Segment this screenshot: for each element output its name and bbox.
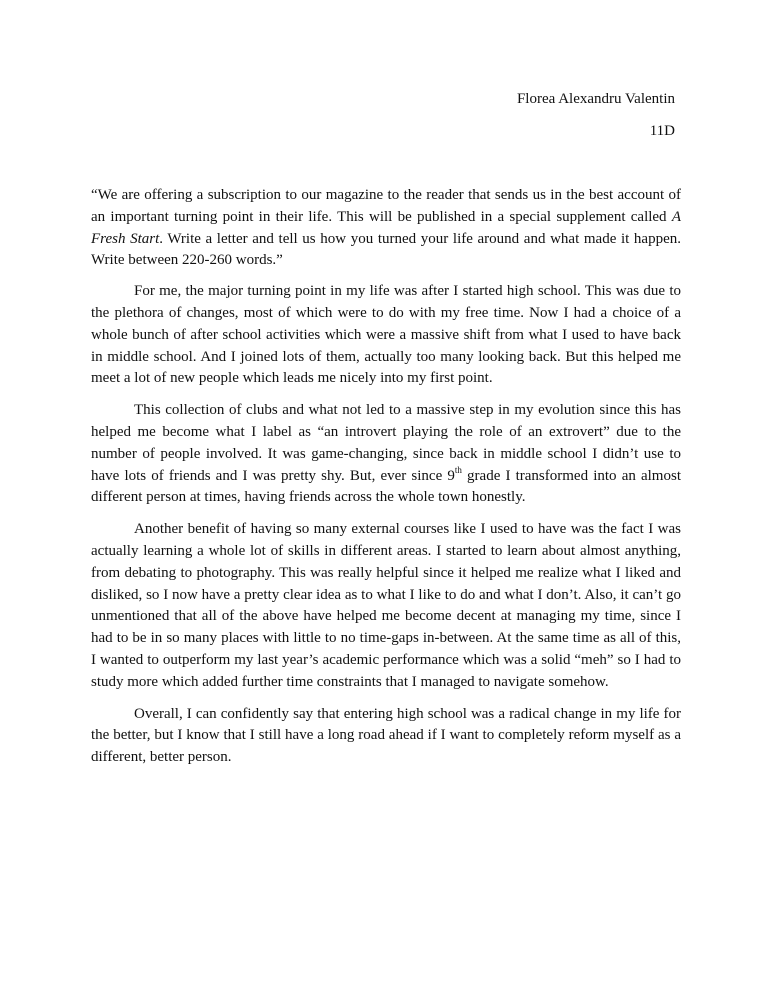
paragraph-2-text-start: This collection of clubs and what not led to a massive step in my evolution since this has helped me become what I label as “an introvert playing the role of an extrovert” due to the number of people involved. It was game-changing, since back in middle school I didn’t use to have lots of friends and I was pretty shy. But, ever since 9: [91, 402, 681, 484]
essay-body: [91, 185, 681, 779]
prompt-text-start: “We are offering a subscription to our magazine to the reader that sends us in the best account of an important turning point in their life. This will be published in a special supplement called: [91, 187, 681, 225]
paragraph-3: Another benefit of having so many external courses like I used to have was the fact I was actually learning a whole lot of skills in different areas. I started to learn about almost anything, from debating to photography. This was really helpful since it helped me realize what I liked and disliked, so I now have a pretty clear idea as to what I like to do and what I don’t. Also, it can’t go unmentioned that all of the above have helped me become decent at managing my time, since I had to be in so many places with little to no time-gaps in-between. At the same time as all of this, I wanted to outperform my last year’s academic performance which was a solid “meh” so I had to study more which added further time constraints that I managed to navigate somehow.: [91, 521, 681, 690]
supplement-title: A Fresh Start: [91, 208, 681, 247]
class-label: 11D: [649, 123, 675, 139]
prompt-text-end: . Write a letter and tell us how you turned your life around and what made it happen. Write between 220-260 words.”: [91, 230, 681, 269]
paragraph-2-text-end: grade I transformed into an almost different person at times, having friends across the whole town honestly.: [91, 467, 681, 506]
author-name: Florea Alexandru Valentin: [516, 91, 675, 107]
paragraph-1: For me, the major turning point in my life was after I started high school. This was due to the plethora of changes, most of which were to do with my free time. Now I had a choice of a whole bunch of after school activities which were a massive shift from what I used to have back in middle school. And I joined lots of them, actually too many looking back. But this helped me meet a lot of new people which leads me nicely into my first point.: [91, 283, 681, 387]
paragraph-4: Overall, I can confidently say that entering high school was a radical change in my life for the better, but I know that I still have a long road ahead if I want to completely reform myself as a different, better person.: [91, 705, 681, 766]
paragraph-2: [91, 400, 681, 509]
ordinal-superscript: th: [454, 464, 462, 475]
task-prompt: [91, 185, 681, 272]
